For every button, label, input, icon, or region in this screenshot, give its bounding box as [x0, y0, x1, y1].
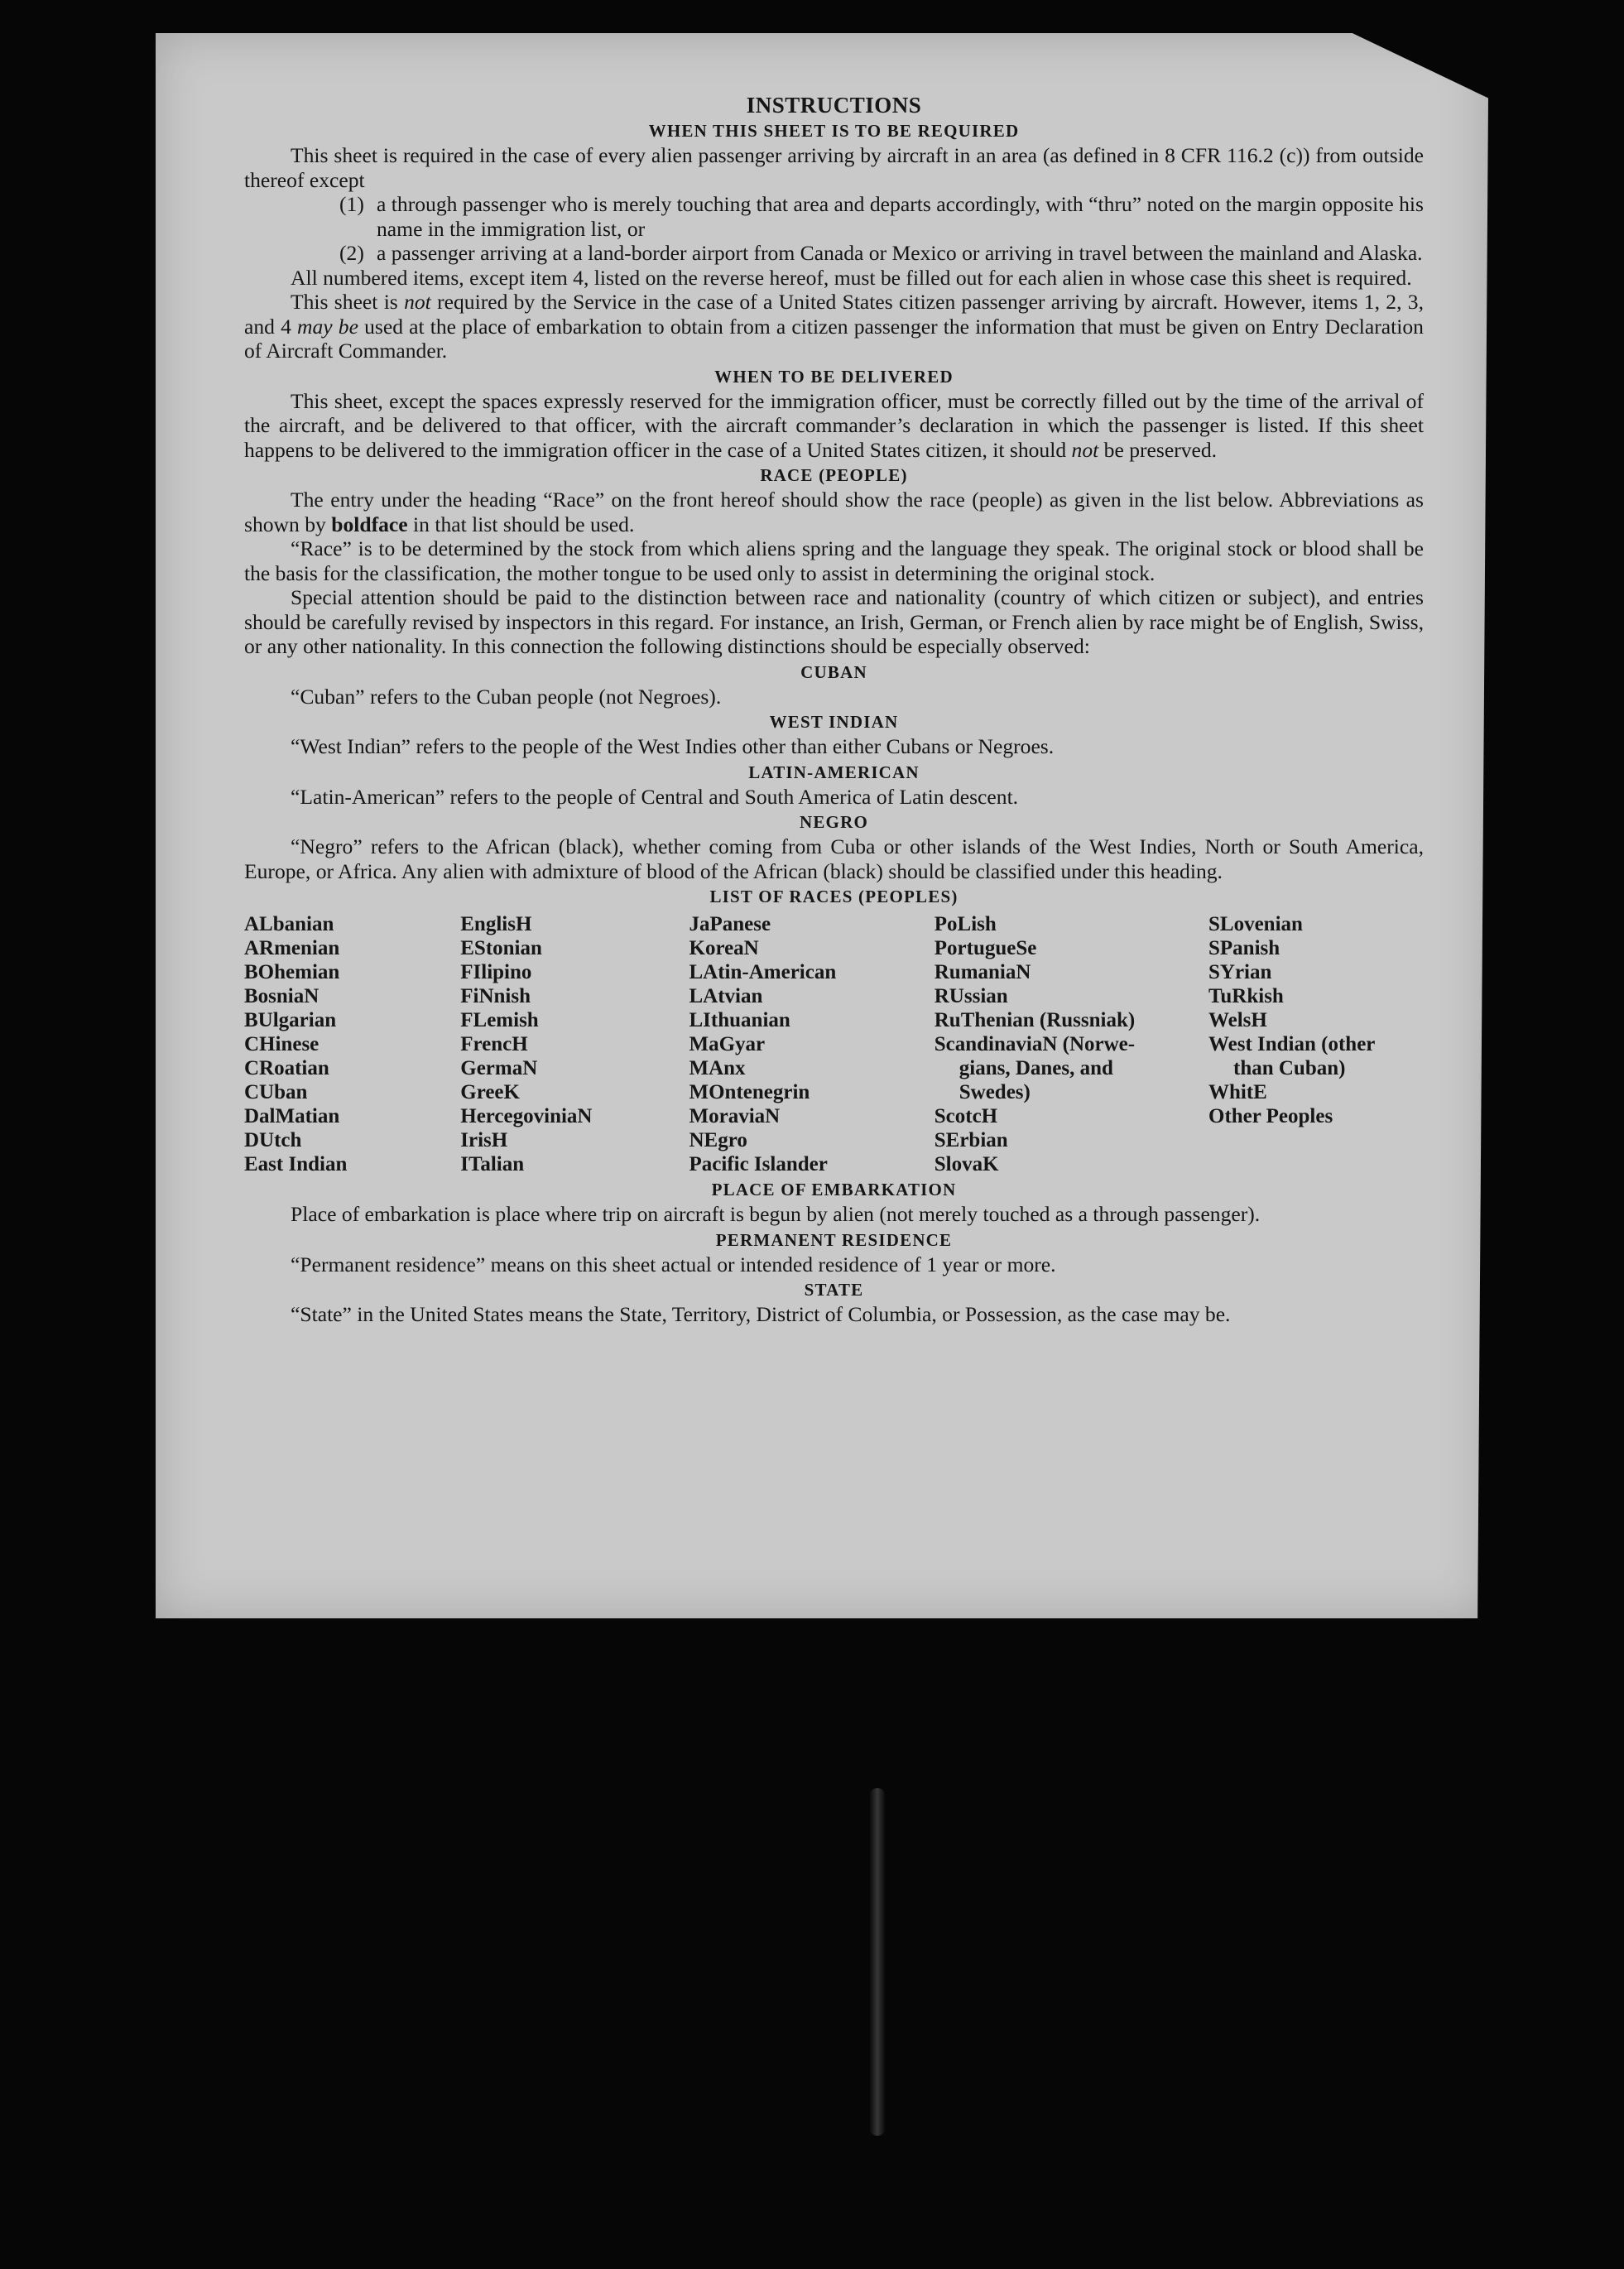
race-column — [244, 912, 451, 1176]
race-entry: SLovenian — [1208, 913, 1303, 935]
section-heading-when-required: WHEN THIS SHEET IS TO BE REQUIRED — [648, 121, 1020, 141]
race-entry: BUlgarian — [244, 1009, 337, 1031]
paragraph-state: “State” in the United States means the State, Territory, District of Columbia, or Possession, as the case may be. — [291, 1302, 1231, 1326]
item-text: a through passenger who is merely touching that area and departs accordingly, with “thru” noted on the margin opposite his name in the immigration list, or — [377, 192, 1424, 241]
paragraph-delivery — [244, 389, 1424, 463]
race-entry: WhitE — [1208, 1081, 1267, 1103]
text-run: The entry under the heading “Race” on the front hereof should show the race (people) as given in the list below. Abbreviations as shown by — [244, 488, 1424, 536]
race-list — [244, 912, 1424, 1176]
race-entry: DUtch — [244, 1129, 302, 1151]
race-entry: ALbanian — [244, 913, 334, 935]
race-entry: West Indian (other — [1208, 1033, 1376, 1055]
race-entry: FIlipino — [460, 961, 532, 983]
race-entry: CHinese — [244, 1033, 320, 1055]
race-entry: RuThenian (Russniak) — [934, 1009, 1136, 1031]
race-entry: ITalian — [460, 1153, 525, 1175]
race-column — [689, 912, 925, 1176]
bold-word: boldface — [331, 512, 408, 536]
paragraph-race-nationality: Special attention should be paid to the distinction between race and nationality (country of which citizen or subject), and entries should be carefully revised by inspectors in this regard. For instance, an Irish, German, or French alien by race might be of English, Swiss, or any other nationality. In this connection the following distinctions should be especially observed: — [244, 585, 1424, 658]
section-heading-embarkation: PLACE OF EMBARKATION — [711, 1180, 957, 1199]
exception-item-2 — [339, 241, 1424, 266]
race-entry: ScandinaviaN (Norwe- — [934, 1033, 1136, 1055]
item-number: (1) — [339, 192, 364, 216]
race-entry: RumaniaN — [934, 961, 1031, 983]
text-run: This sheet is — [291, 290, 405, 314]
race-entry: East Indian — [244, 1153, 348, 1175]
race-entry: BosniaN — [244, 985, 320, 1007]
race-entry: KoreaN — [689, 937, 759, 959]
race-entry: RUssian — [934, 985, 1008, 1007]
paragraph-embarkation: Place of embarkation is place where trip on aircraft is begun by alien (not merely touched as a through passenger). — [291, 1202, 1261, 1226]
race-entry: GermaN — [460, 1057, 538, 1079]
race-entry: CUban — [244, 1081, 308, 1103]
paragraph-race-entry — [244, 488, 1424, 536]
race-entry: LAtin-American — [689, 961, 837, 983]
race-entry: IrisH — [460, 1129, 508, 1151]
race-entry: HercegoviniaN — [460, 1105, 593, 1127]
race-entry: FLemish — [460, 1009, 539, 1031]
race-entry: FrencH — [460, 1033, 528, 1055]
section-heading-west-indian: WEST INDIAN — [769, 712, 899, 732]
paragraph-intro: This sheet is required in the case of every alien passenger arriving by aircraft in an area (as defined in 8 CFR 116.2 (c)) from outside thereof except — [244, 143, 1424, 192]
emphasis: not — [404, 290, 431, 314]
race-entry: Pacific Islander — [689, 1153, 828, 1175]
emphasis: not — [1071, 437, 1099, 462]
section-heading-cuban: CUBAN — [800, 661, 867, 682]
paragraph-west-indian: “West Indian” refers to the people of the West Indies other than either Cubans or Negroes. — [291, 734, 1055, 758]
race-entry: SYrian — [1208, 961, 1272, 983]
paragraph-latin-american: “Latin-American” refers to the people of Central and South America of Latin descent. — [291, 784, 1019, 809]
race-entry: MAnx — [689, 1057, 746, 1079]
race-column — [1208, 912, 1424, 1176]
item-text: a passenger arriving at a land-border airport from Canada or Mexico or arriving in travel between the mainland and Alaska. — [377, 241, 1423, 265]
race-entry: GreeK — [460, 1081, 520, 1103]
instructions-content — [244, 93, 1424, 1327]
race-entry: gians, Danes, and — [959, 1057, 1113, 1079]
race-entry: BOhemian — [244, 961, 340, 983]
race-column — [460, 912, 680, 1176]
section-heading-state: STATE — [804, 1280, 864, 1300]
race-entry: FiNnish — [460, 985, 531, 1007]
section-heading-residence: PERMANENT RESIDENCE — [715, 1229, 953, 1250]
paragraph-negro: “Negro” refers to the African (black), whether coming from Cuba or other islands of the West Indies, North or South America, Europe, or Africa. Any alien with admixture of blood of the African (black) should be classified under this heading. — [244, 834, 1424, 883]
race-entry: Swedes) — [959, 1081, 1031, 1103]
race-entry: DalMatian — [244, 1105, 340, 1127]
paragraph-citizen — [244, 290, 1424, 363]
race-entry: than Cuban) — [1233, 1057, 1346, 1079]
race-entry: SlovaK — [934, 1153, 999, 1175]
paragraph-residence: “Permanent residence” means on this sheet actual or intended residence of 1 year or more. — [291, 1252, 1056, 1276]
race-entry: LIthuanian — [689, 1009, 790, 1031]
section-heading-negro: NEGRO — [799, 812, 868, 832]
race-entry: SPanish — [1208, 937, 1280, 959]
race-entry: LAtvian — [689, 985, 763, 1007]
exception-item-1 — [339, 192, 1424, 241]
race-entry: EStonian — [460, 937, 542, 959]
race-entry: EnglisH — [460, 913, 532, 935]
race-entry: Other Peoples — [1208, 1105, 1333, 1127]
paragraph-numbered-items: All numbered items, except item 4, listed on the reverse hereof, must be filled out for each alien in whose case this sheet is required. — [291, 265, 1412, 290]
race-entry: MoraviaN — [689, 1105, 781, 1127]
race-entry: CRoatian — [244, 1057, 329, 1079]
text-run: This sheet, except the spaces expressly reserved for the immigration officer, must be correctly filled out by the time of the arrival of the aircraft, and be delivered to that officer, with the aircraft commander’s declaration in which the passenger is listed. If this sheet happens to be delivered to the immigration officer in the case of a United States citizen, it should — [244, 388, 1424, 462]
race-entry: PoLish — [934, 913, 997, 935]
scan-streak — [869, 1788, 886, 2136]
emphasis: may be — [297, 314, 358, 339]
race-entry: WelsH — [1208, 1009, 1267, 1031]
text-run: required by the Service in the case of a United States citizen passenger arriving by aircraft. However, items 1, 2, 3, and 4 — [244, 290, 1424, 339]
race-entry: JaPanese — [689, 913, 771, 935]
page-title: INSTRUCTIONS — [746, 93, 922, 118]
paragraph-race-stock: “Race” is to be determined by the stock from which aliens spring and the language they speak. The original stock or blood shall be the basis for the classification, the mother tongue to be used only to assist in determining the original stock. — [244, 536, 1424, 585]
race-column — [935, 912, 1199, 1176]
race-entry: ARmenian — [244, 937, 340, 959]
section-heading-when-delivered: WHEN TO BE DELIVERED — [714, 366, 954, 387]
item-number: (2) — [339, 241, 364, 265]
text-run: in that list should be used. — [407, 512, 635, 536]
section-heading-latin-american: LATIN-AMERICAN — [748, 762, 920, 782]
race-entry: NEgro — [689, 1129, 747, 1151]
race-entry: PortugueSe — [934, 937, 1037, 959]
race-entry: TuRkish — [1208, 985, 1284, 1007]
race-entry: SErbian — [934, 1129, 1008, 1151]
section-heading-race: RACE (PEOPLE) — [760, 465, 908, 485]
text-run: be preserved. — [1098, 437, 1218, 462]
text-run: used at the place of embarkation to obtain from a citizen passenger the information that must be given on Entry Declaration of Aircraft Commander. — [244, 314, 1424, 363]
race-entry: ScotcH — [934, 1105, 998, 1127]
race-entry: MaGyar — [689, 1033, 766, 1055]
section-heading-list-of-races: LIST OF RACES (PEOPLES) — [709, 887, 959, 906]
paragraph-cuban: “Cuban” refers to the Cuban people (not Negroes). — [291, 684, 722, 709]
race-entry: MOntenegrin — [689, 1081, 810, 1103]
